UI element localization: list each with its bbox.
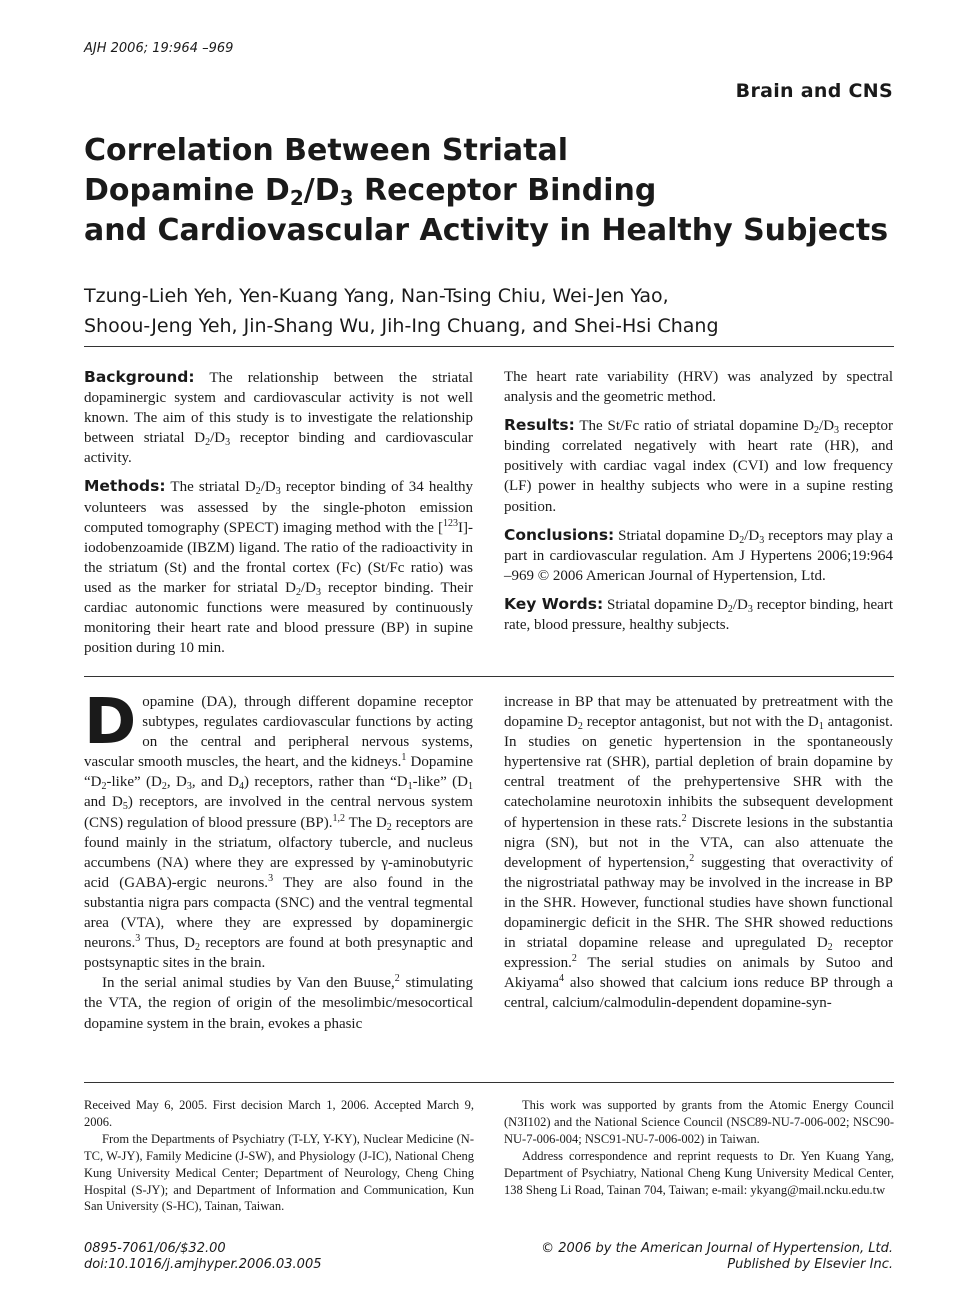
body-right-column (504, 692, 893, 1014)
body-paragraph-1: Dopamine (DA), through different dopamine receptor subtypes, regulates cardiovascular functions by acting on the central and peripheral nervous systems, vascular smooth muscles, the heart, and the kidneys.$^1$ Dopamine “$D_2$-like” ($D_2$, $D_3$, and $D_4$) receptors, rather than “$D_1$-like” ($D_1$ and $D_5$) receptors, are involved in the central nervous system (CNS) regulation of blood pressure (BP).$^{1,2}$ The $D_2$ receptors are found mainly in the striatum, olfactory tubercle, and nucleus accumbens (NA) where they are expressed by γ-aminobutyric acid (GABA)-ergic neurons.$^3$ They are also found in the substantia nigra pars compacta (SNC) and the ventral tegmental area (VTA), where they are expressed by dopaminergic neurons.$^3$ Thus, $D_2$ receptors are found at both presynaptic and postsynaptic sites in the brain. (84, 685, 474, 972)
affiliations: From the Departments of Psychiatry (T-LY, Y-KY), Nuclear Medicine (N-TC, W-JY), Family Medicine (J-SW), and Physiology (J-IC), National Cheng Kung University Medical Center; Department of Neurology, Cheng Ching Hospital (S-JY); and Department of Information and Communication, Kun San University (S-HC), Tainan, Taiwan. (84, 1131, 474, 1214)
section-label: Brain and CNS (735, 80, 893, 102)
divider-abstract (84, 676, 894, 677)
abstract-results: Results: The St/Fc ratio of striatal dopamine $D_2/D_3$ receptor binding correlated negatively with heart rate (HR), and positively with cardiac vagal index (CVI) and low frequency (LF) power in healthy subjects who were in a supine resting position. (504, 416, 893, 515)
title-line-1: Correlation Between Striatal (84, 133, 569, 168)
title-line-3: and Cardiovascular Activity in Healthy Subjects (84, 213, 889, 248)
correspondence-note: Address correspondence and reprint requests to Dr. Yen Kuang Yang, Department of Psychiatry, National Cheng Kung University Medical Center, 138 Sheng Li Road, Tainan 704, Taiwan; e-mail: ykyang@mail.ncku.edu.tw (504, 1148, 894, 1197)
funding-note: This work was supported by grants from the Atomic Energy Council (N3I102) and the National Science Council (NSC89-NU-7-006-002; NSC90-NU-7-006-004; NSC91-NU-7-006-002) in Taiwan. (504, 1098, 894, 1146)
abstract-methods: Methods: The striatal $D_2/D_3$ receptor binding of 34 healthy volunteers was assessed by the single-photon emission computed tomography (SPECT) imaging method with the [$^{123}$I]-iodobenzoamide (IBZM) ligand. The ratio of the radioactivity in the striatum (St) and the frontal cortex (Fc) (St/Fc ratio) was used as the marker for striatal $D_2/D_3$ receptor binding. Their cardiac autonomic functions were measured by continuously monitoring their heart rate and blood pressure (BP) in supine position during 10 min. (84, 477, 473, 657)
divider-top (84, 346, 894, 347)
body-paragraph-2-continued: increase in BP that may be attenuated by pretreatment with the dopamine $D_2$ receptor antagonist, but not with the $D_1$ antagonist. In studies on genetic hypertension in the spontaneously hypertensive rat (SHR), partial depletion of brain dopamine by central treatment of the prehypertensive SHR with the catecholamine neurotoxin inhibits the subsequent development of hypertension in these rats.$^2$ Discrete lesions in the substantia nigra (SN), but not in the VTA, can also attenuate the development of hypertension,$^2$ suggesting that overactivity of the nigrostriatal pathway may be involved in the increase in BP in the SHR. However, functional studies have shown functional dopaminergic deficit in the SHR. The SHR showed reductions in striatal dopamine release and upregulated $D_2$ receptor expression.$^2$ The serial studies on animals by Sutoo and Akiyama$^4$ also showed that calcium ions reduce BP through a central, calcium/calmodulin-dependent dopamine-syn- (504, 694, 894, 1012)
issn-doi (84, 1241, 322, 1273)
authors-line-1: Tzung-Lieh Yeh, Yen-Kuang Yang, Nan-Tsing Chiu, Wei-Jen Yao, (84, 285, 669, 307)
abstract-left-column (84, 367, 473, 658)
divider-footnotes (84, 1082, 894, 1083)
drop-cap: D (84, 685, 137, 758)
body-left-column (84, 685, 474, 1034)
copyright-notice (541, 1241, 893, 1273)
abstract-right-column (504, 367, 893, 635)
abstract-conclusions: Conclusions: Striatal dopamine $D_2/D_3$ receptors may play a part in cardiovascular regulation. Am J Hypertens 2006;19:964 –969 © 2006 American Journal of Hypertension, Ltd. (504, 525, 893, 584)
issn: 0895-7061/06/$32.00 (84, 1241, 226, 1256)
publisher: Published by Elsevier Inc. (727, 1257, 893, 1272)
abstract-methods-continued: The heart rate variability (HRV) was analyzed by spectral analysis and the geometric method. (504, 369, 893, 406)
title-line-2: Dopamine $D_2/D_3$ Receptor Binding (84, 173, 657, 210)
copyright: © 2006 by the American Journal of Hypertension, Ltd. (541, 1241, 893, 1256)
abstract-keywords: Key Words: Striatal dopamine $D_2/D_3$ receptor binding, heart rate, blood pressure, healthy subjects. (504, 594, 893, 634)
footnotes-right (504, 1097, 894, 1198)
received-dates: Received May 6, 2005. First decision March 1, 2006. Accepted March 9, 2006. (84, 1098, 474, 1129)
article-title (84, 131, 904, 251)
abstract-background: Background: The relationship between the striatal dopaminergic system and cardiovascular activity is not well known. The aim of this study is to investigate the relationship between striatal $D_2/D_3$ receptor binding and cardiovascular activity. (84, 368, 474, 467)
footnotes-left (84, 1097, 474, 1215)
body-paragraph-2: In the serial animal studies by Van den Buuse,$^2$ stimulating the VTA, the region of origin of the mesolimbic/mesocortical dopamine system in the brain, evokes a phasic (84, 973, 473, 1032)
journal-reference: AJH 2006; 19:964 –969 (84, 41, 234, 56)
authors-line-2: Shoou-Jeng Yeh, Jin-Shang Wu, Jih-Ing Chuang, and Shei-Hsi Chang (84, 315, 719, 337)
author-list (84, 281, 719, 341)
doi: doi:10.1016/j.amjhyper.2006.03.005 (84, 1257, 322, 1272)
